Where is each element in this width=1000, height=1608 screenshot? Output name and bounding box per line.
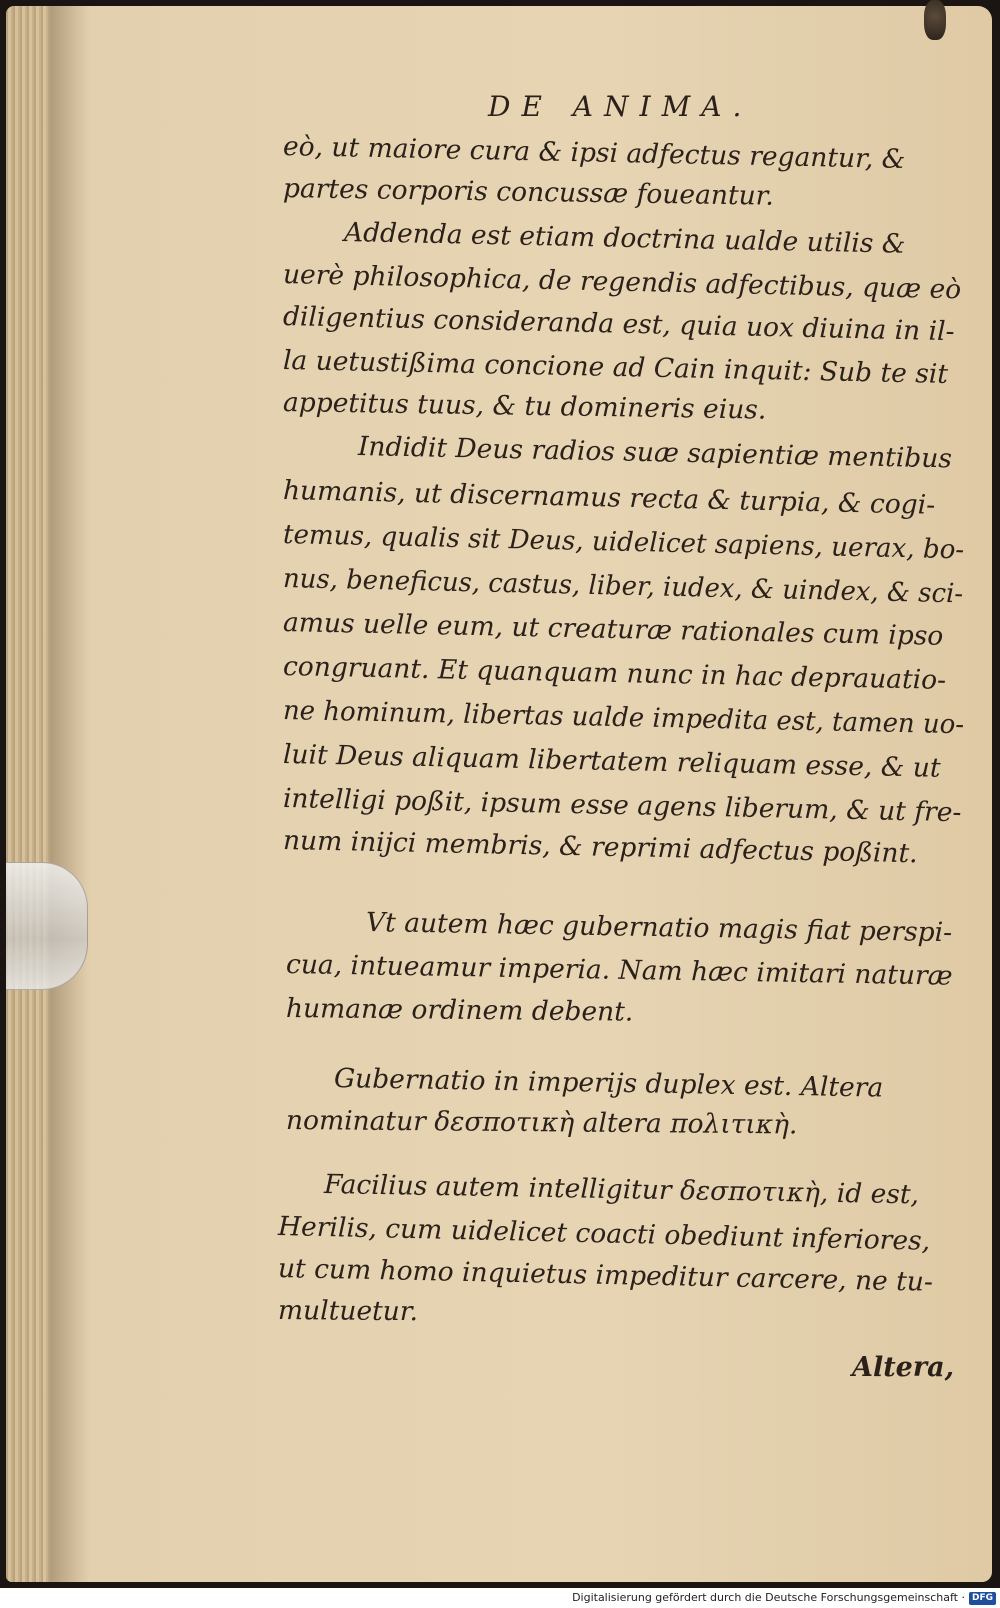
text-line: eò, ut maiore cura & ipsi adfectus regantur, & [282,131,906,176]
text-line: amus uelle eum, ut creaturæ rationales cum ipso [282,607,944,652]
text-line: humanæ ordinem debent. [285,993,634,1028]
text-line: num inijci membris, & reprimi adfectus poßint. [282,825,918,870]
binding-thread [924,0,946,40]
text-line: Facilius autem intelligitur δεσποτικὴ, id est, [323,1169,920,1211]
dfg-logo-icon: DFG [969,1592,996,1605]
text-line: nominatur δεσποτικὴ altera πολιτικὴ. [285,1105,798,1141]
text-line: cua, intueamur imperia. Nam hæc imitari naturæ [285,949,953,992]
text-line: uerè philosophica, de regendis adfectibus, quæ eò [282,259,962,306]
text-line: ut cum homo inquietus impeditur carcere, ne tu- [277,1253,934,1298]
page-text [6,6,992,1582]
text-line: Vt autem hæc gubernatio magis fiat perspi- [365,907,953,949]
text-line: appetitus tuus, & tu domineris eius. [282,387,767,426]
footer-credit: Digitalisierung gefördert durch die Deutsche Forschungsgemeinschaft · [572,1591,965,1604]
text-line: intelligi poßit, ipsum esse agens liberum, & ut fre- [282,783,962,829]
text-line: humanis, ut discernamus recta & turpia, & cogi- [282,475,936,521]
text-line: congruant. Et quanquam nunc in hac deprauatio- [282,651,947,696]
text-line: Gubernatio in imperijs duplex est. Altera [333,1063,884,1104]
footer [0,1588,1000,1608]
text-line: Indidit Deus radios suæ sapientiæ mentibus [357,431,953,475]
text-line: la uetustißima concione ad Cain inquit: Sub te sit [282,345,949,390]
text-line: diligentius consideranda est, quia uox diuina in il- [282,301,955,348]
text-line: nus, beneficus, castus, liber, iudex, & uindex, & sci- [282,563,964,610]
text-line: Addenda est etiam doctrina ualde utilis & [343,217,906,260]
text-line: luit Deus aliquam libertatem reliquam esse, & ut [282,739,941,784]
text-line: multuetur. [277,1295,419,1328]
text-line: Herilis, cum uidelicet coacti obediunt inferiores, [277,1211,931,1257]
catchword: Altera, [852,1352,954,1383]
text-line: partes corporis concussæ foueantur. [282,173,775,212]
running-head: DE ANIMA. [488,90,753,123]
text-line: temus, qualis sit Deus, uidelicet sapiens, uerax, bo- [282,519,965,566]
text-line: ne hominum, libertas ualde impedita est, tamen uo- [282,695,965,741]
book-page [6,6,992,1582]
